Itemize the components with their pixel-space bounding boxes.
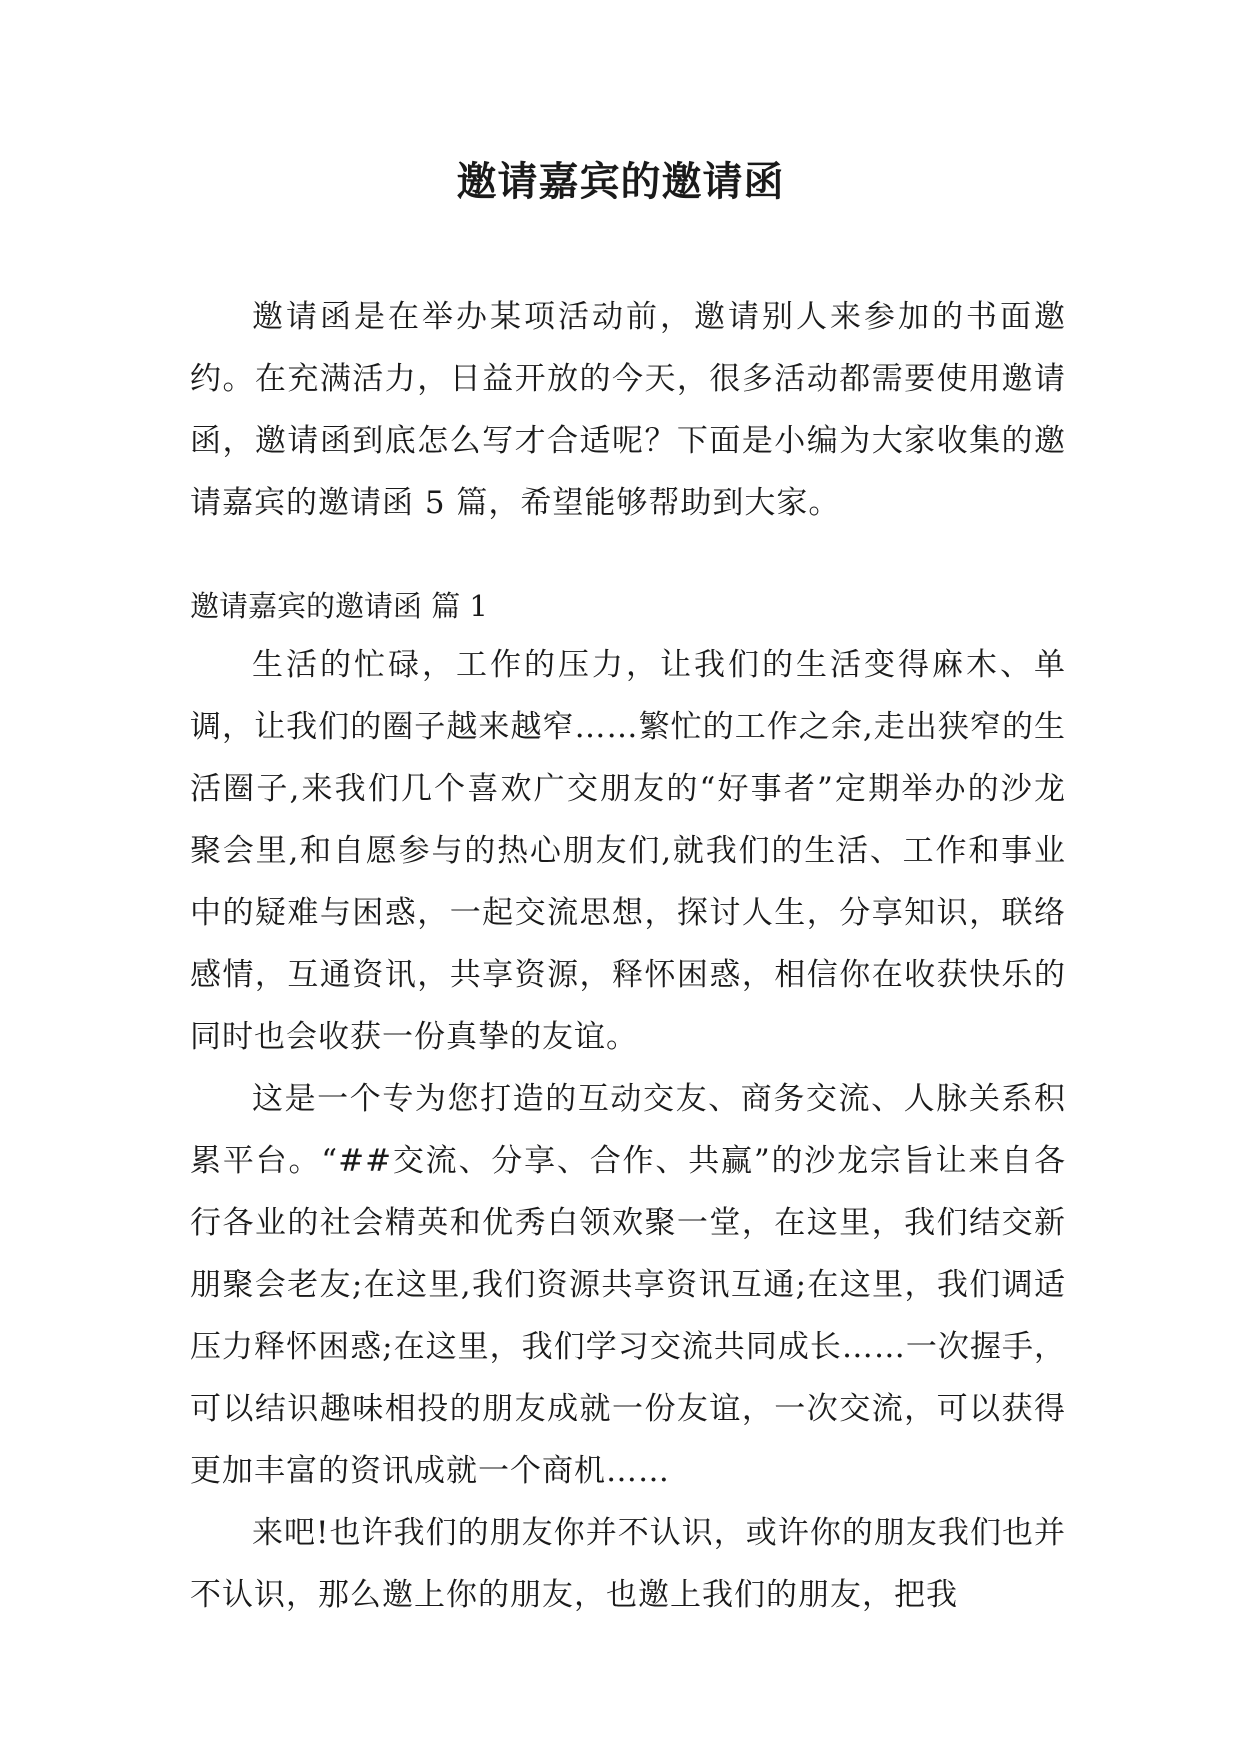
body-paragraph-3: 来吧!也许我们的朋友你并不认识，或许你的朋友我们也并不认识，那么邀上你的朋友，也邀上我们的朋友，把我 xyxy=(190,1515,1066,1613)
document-title: 邀请嘉宾的邀请函 xyxy=(456,158,785,205)
section-1 xyxy=(190,578,1066,1626)
intro-block xyxy=(190,286,1066,534)
section-heading: 邀请嘉宾的邀请函 篇 1 xyxy=(190,589,488,623)
body-paragraph-1: 生活的忙碌，工作的压力，让我们的生活变得麻木、单调，让我们的圈子越来越窄……繁忙的工作之余,走出狭窄的生活圈子,来我们几个喜欢广交朋友的“好事者”定期举办的沙龙聚会里,和自愿参与的热心朋友们,就我们的生活、工作和事业中的疑难与困惑，一起交流思想，探讨人生，分享知识，联络感情，互通资讯，共享资源，释怀困惑，相信你在收获快乐的同时也会收获一份真挚的友谊。 xyxy=(190,647,1066,1055)
intro-paragraph: 邀请函是在举办某项活动前，邀请别人来参加的书面邀约。在充满活力，日益开放的今天，很多活动都需要使用邀请函，邀请函到底怎么写才合适呢？下面是小编为大家收集的邀请嘉宾的邀请函 5 篇，希望能够帮助到大家。 xyxy=(190,299,1066,521)
body-paragraph-2: 这是一个专为您打造的互动交友、商务交流、人脉关系积累平台。“##交流、分享、合作、共赢”的沙龙宗旨让来自各行各业的社会精英和优秀白领欢聚一堂，在这里，我们结交新朋聚会老友;在这里,我们资源共享资讯互通;在这里，我们调适压力释怀困惑;在这里，我们学习交流共同成长……一次握手，可以结识趣味相投的朋友成就一份友谊，一次交流，可以获得更加丰富的资讯成就一个商机…… xyxy=(190,1081,1066,1489)
